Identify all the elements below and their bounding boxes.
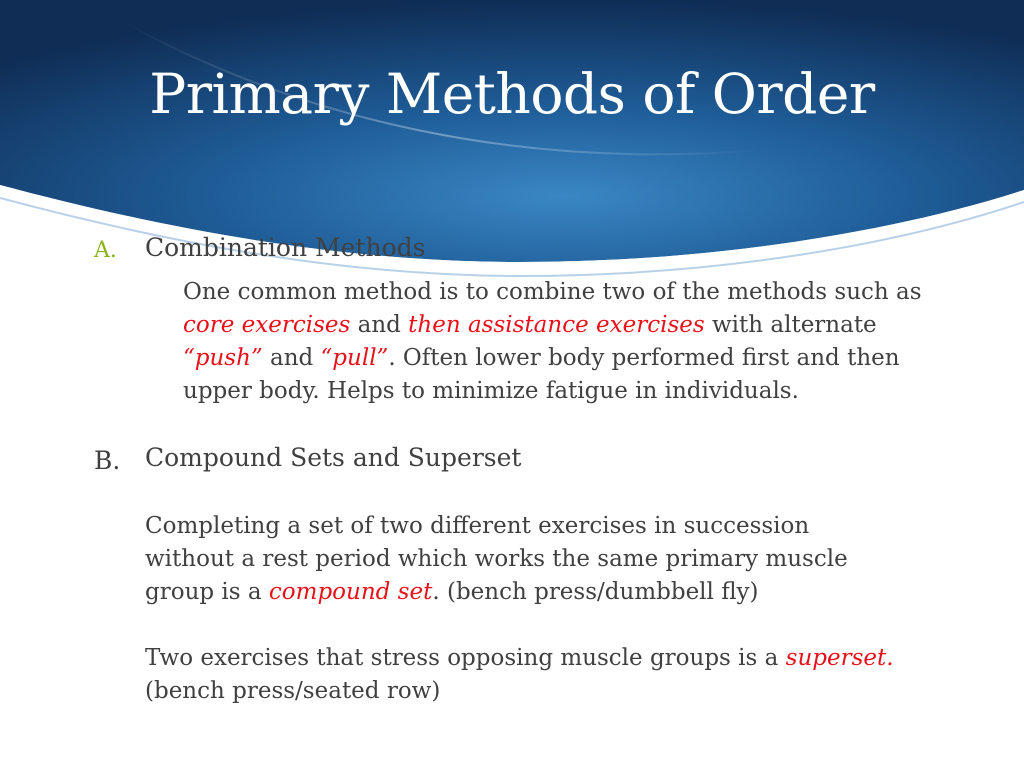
text-segment: and: [350, 312, 409, 338]
section-b-marker: B.: [94, 446, 121, 475]
emphasis-pull: “pull”: [320, 345, 389, 371]
section-a-paragraph: [183, 276, 943, 408]
section-a-marker: A.: [94, 238, 117, 263]
section-a-heading: Combination Methods: [145, 233, 426, 262]
compound-set-paragraph: [145, 510, 885, 609]
text-segment: Completing a set of two different exercises in succession without a rest period which works the same primary muscle group is a: [145, 513, 848, 605]
text-segment: (bench press/seated row): [145, 678, 441, 704]
slide-title: Primary Methods of Order: [149, 62, 875, 126]
text-segment: One common method is to combine two of the methods such as: [183, 279, 922, 305]
emphasis-compound-set: compound set: [268, 579, 433, 605]
emphasis-push: “push”: [183, 345, 263, 371]
emphasis-superset: superset.: [785, 645, 894, 671]
superset-paragraph: [145, 642, 905, 708]
section-b-heading: Compound Sets and Superset: [145, 443, 522, 472]
emphasis-assistance-exercises: then assistance exercises: [408, 312, 705, 338]
text-segment: . Often lower body performed first and then upper body. Helps to minimize fatigue in individuals.: [183, 345, 900, 404]
text-segment: and: [262, 345, 321, 371]
text-segment: . (bench press/dumbbell fly): [432, 579, 759, 605]
text-segment: with alternate: [704, 312, 877, 338]
text-segment: Two exercises that stress opposing muscle groups is a: [145, 645, 786, 671]
emphasis-core-exercises: core exercises: [183, 312, 351, 338]
